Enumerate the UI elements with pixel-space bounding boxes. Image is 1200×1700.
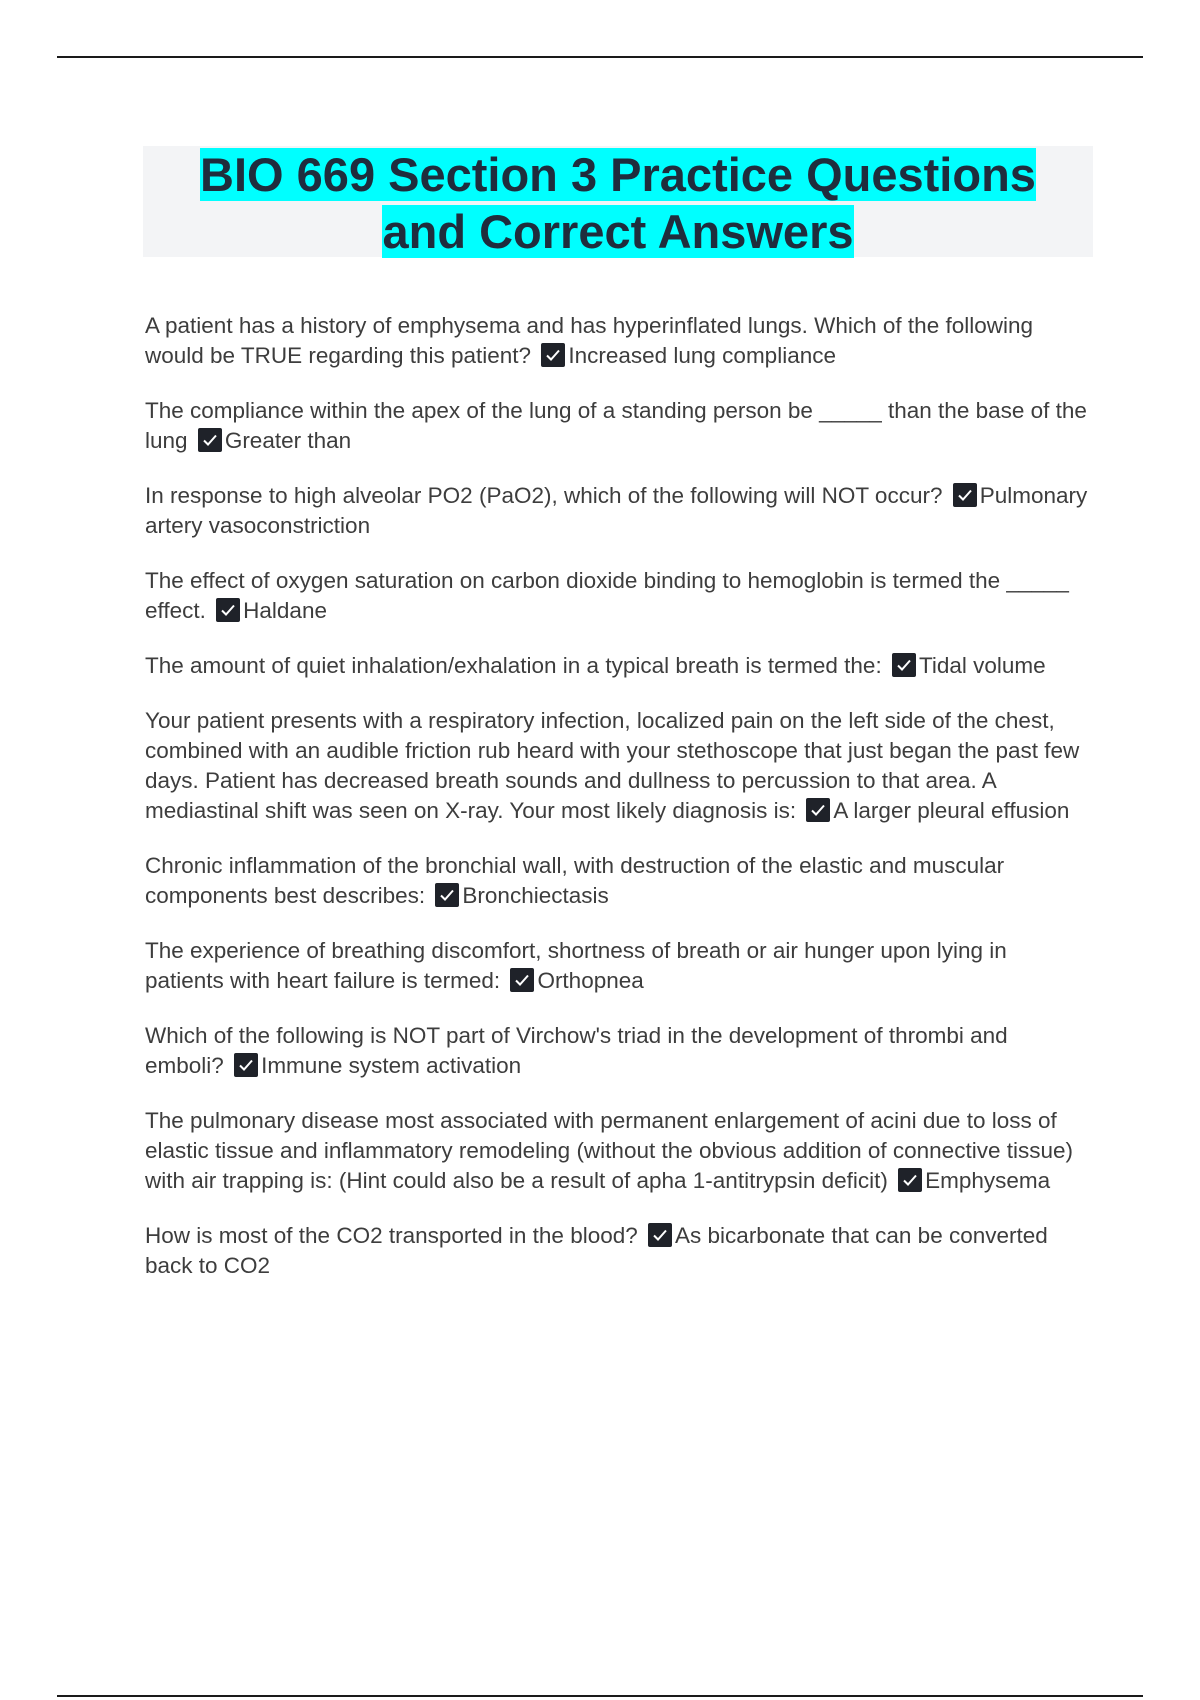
page-title-line-2: and Correct Answers <box>382 205 854 258</box>
question-text: The experience of breathing discomfort, shortness of breath or air hunger upon lying in patients with heart failure is termed: <box>145 938 1007 993</box>
check-box-icon <box>892 653 916 677</box>
check-box-icon <box>198 428 222 452</box>
qa-item <box>145 566 1090 626</box>
answer-text: Tidal volume <box>918 653 1046 678</box>
question-list <box>145 311 1090 1306</box>
question-text: The effect of oxygen saturation on carbon dioxide binding to hemoglobin is termed the _____ effect. <box>145 568 1069 623</box>
question-text: The pulmonary disease most associated with permanent enlargement of acini due to loss of elastic tissue and inflammatory remodeling (without the obvious addition of connective tissue) with air trapping is: (Hint could also be a result of apha 1-antitrypsin deficit) <box>145 1108 1073 1193</box>
check-box-icon <box>898 1168 922 1192</box>
question-text: The compliance within the apex of the lung of a standing person be _____ than the base of the lung <box>145 398 1087 453</box>
check-box-icon <box>953 483 977 507</box>
check-box-icon <box>234 1053 258 1077</box>
question-text: In response to high alveolar PO2 (PaO2), which of the following will NOT occur? <box>145 483 943 508</box>
page-title-line-1: BIO 669 Section 3 Practice Questions <box>200 148 1036 201</box>
check-box-icon <box>541 343 565 367</box>
question-text: How is most of the CO2 transported in the blood? <box>145 1223 638 1248</box>
answer-text: Immune system activation <box>261 1053 522 1078</box>
qa-item <box>145 651 1090 681</box>
question-text: A patient has a history of emphysema and has hyperinflated lungs. Which of the following would be TRUE regarding this patient? <box>145 313 1034 368</box>
question-text: Chronic inflammation of the bronchial wall, with destruction of the elastic and muscular components best describes: <box>145 853 1005 908</box>
question-text: Which of the following is NOT part of Virchow's triad in the development of thrombi and emboli? <box>145 1023 1008 1078</box>
top-rule <box>57 56 1143 58</box>
answer-text: A larger pleural effusion <box>833 798 1070 823</box>
answer-text: Increased lung compliance <box>568 343 836 368</box>
qa-item <box>145 1106 1090 1196</box>
title-banner <box>143 146 1093 257</box>
answer-text: Pulmonary artery vasoconstriction <box>145 483 1088 538</box>
answer-text: Emphysema <box>925 1168 1051 1193</box>
bottom-rule <box>57 1695 1143 1697</box>
question-text: The amount of quiet inhalation/exhalation in a typical breath is termed the: <box>145 653 882 678</box>
answer-text: Orthopnea <box>537 968 644 993</box>
qa-item <box>145 396 1090 456</box>
answer-text: Haldane <box>243 598 327 623</box>
qa-item <box>145 311 1090 371</box>
question-text: Your patient presents with a respiratory infection, localized pain on the left side of the chest, combined with an audible friction rub heard with your stethoscope that just began the past few days. Patient has decreased breath sounds and dullness to percussion to that area. A mediastinal shift was seen on X-ray. Your most likely diagnosis is: <box>145 708 1080 823</box>
qa-item <box>145 706 1090 826</box>
qa-item <box>145 1221 1090 1281</box>
check-box-icon <box>216 598 240 622</box>
check-box-icon <box>806 798 830 822</box>
qa-item <box>145 481 1090 541</box>
qa-item <box>145 936 1090 996</box>
answer-text: As bicarbonate that can be converted back to CO2 <box>145 1223 1048 1278</box>
qa-item <box>145 1021 1090 1081</box>
check-box-icon <box>648 1223 672 1247</box>
check-box-icon <box>510 968 534 992</box>
answer-text: Greater than <box>224 428 352 453</box>
check-box-icon <box>435 883 459 907</box>
qa-item <box>145 851 1090 911</box>
answer-text: Bronchiectasis <box>462 883 609 908</box>
